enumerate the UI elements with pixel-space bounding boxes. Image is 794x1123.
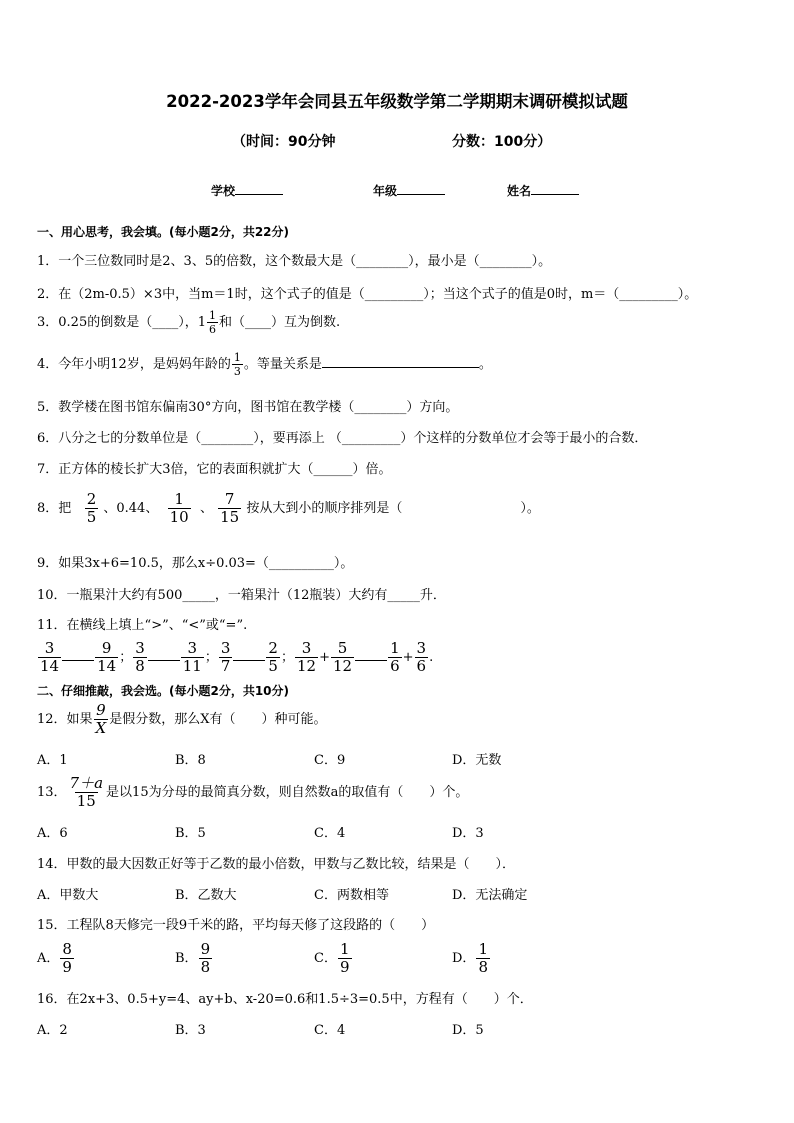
q11-p3-a-num: 3	[220, 639, 231, 657]
q8-f3-num: 7	[224, 490, 235, 508]
q15-option-b[interactable]	[175, 942, 213, 975]
question-8	[37, 492, 540, 525]
q4-text-c: 。	[478, 357, 492, 372]
question-4	[37, 352, 492, 377]
exam-time: （时间：90分钟	[232, 134, 336, 150]
q4-den: 3	[233, 365, 241, 378]
q11-p1-b-num: 9	[101, 639, 112, 657]
q16-option-d[interactable]: D．5	[452, 1023, 484, 1038]
q11-comparisons	[37, 641, 433, 674]
q11-p2-a-den: 8	[135, 657, 145, 675]
q16-option-a[interactable]: A．2	[37, 1023, 68, 1038]
exam-score: 分数：100分）	[452, 134, 552, 150]
q11-p4-a	[295, 641, 318, 674]
section-1-title: 一、用心思考，我会填。(每小题2分，共22分)	[37, 225, 290, 239]
q14-option-c[interactable]: C．两数相等	[314, 888, 389, 903]
q13-option-a[interactable]: A．6	[37, 826, 68, 841]
q11-p2-a	[133, 641, 147, 674]
q11-p4-blank[interactable]	[355, 660, 387, 661]
q12-fraction	[94, 703, 109, 736]
q15-option-c[interactable]	[314, 942, 353, 975]
question-5: 5．教学楼在图书馆东偏南30°方向，图书馆在教学楼（________）方向。	[37, 400, 459, 415]
grade-label: 年级	[373, 184, 398, 198]
name-label: 姓名	[507, 184, 532, 198]
q15-a-den: 9	[62, 958, 72, 976]
section-2-title: 二、仔细推敲，我会选。(每小题2分，共10分)	[37, 684, 290, 698]
q11-p3-a	[219, 641, 233, 674]
q11-p3-b	[266, 641, 280, 674]
q8-f3-den: 15	[220, 508, 240, 526]
q11-sep-3: ；	[280, 650, 294, 665]
q11-p4-a-num: 3	[301, 639, 312, 657]
q16-option-b[interactable]: B．3	[175, 1023, 206, 1038]
q13-den: 15	[76, 792, 96, 810]
q8-mid-2: 、	[199, 501, 213, 516]
q11-p4-b	[331, 641, 354, 674]
q13-option-b[interactable]: B．5	[175, 826, 206, 841]
q4-blank[interactable]	[322, 367, 479, 368]
q11-p2-blank[interactable]	[148, 660, 180, 661]
name-blank[interactable]	[531, 194, 579, 195]
q13-text-b: 是以15为分母的最简真分数，则自然数a的取值有（ ）个。	[106, 785, 469, 800]
q3-num: 1	[209, 309, 216, 322]
q8-mid-1: 、0.44、	[103, 501, 159, 516]
q8-text-a: 8．把	[37, 501, 72, 516]
question-16: 16．在2x+3、0.5+y=4、ay+b、x-20=0.6和1.5÷3=0.5中，方程有（ ）个．	[37, 992, 533, 1007]
q11-p4-b-den: 12	[332, 657, 353, 675]
q15-option-a[interactable]	[37, 942, 75, 975]
q15-b-label: B．	[175, 951, 198, 966]
q8-f2-den: 10	[169, 508, 189, 526]
q8-text-c: ）。	[520, 501, 540, 516]
q11-p1-b-den: 14	[97, 657, 117, 675]
q8-fraction-3	[218, 492, 241, 525]
q13-text-a: 13．	[37, 785, 67, 800]
q11-p4-c	[388, 641, 402, 674]
q15-c-label: C．	[314, 951, 337, 966]
q11-p4-b-num: 5	[337, 639, 348, 657]
question-14: 14．甲数的最大因数正好等于乙数的最小倍数，甲数与乙数比较，结果是（ ）．	[37, 857, 516, 872]
q11-end: .	[429, 650, 434, 665]
q3-text-b: 和（____）互为倒数.	[219, 315, 341, 330]
q3-fraction	[207, 310, 218, 335]
question-7: 7．正方体的棱长扩大3倍，它的表面积就扩大（______）倍。	[37, 462, 392, 477]
q15-d-label: D．	[452, 951, 476, 966]
q13-option-d[interactable]: D．3	[452, 826, 484, 841]
q4-text-a: 4．今年小明12岁，是妈妈年龄的	[37, 357, 231, 372]
q15-b-fraction	[199, 942, 213, 975]
q11-p4-d	[415, 641, 429, 674]
grade-field	[373, 182, 445, 199]
q11-p2-b-den: 11	[182, 657, 202, 675]
question-13	[37, 776, 468, 809]
q16-option-c[interactable]: C．4	[314, 1023, 346, 1038]
q3-text-a: 3．0.25的倒数是（____），	[37, 315, 198, 330]
school-field	[211, 182, 283, 199]
name-field	[507, 182, 579, 199]
q12-option-b[interactable]: B．8	[175, 753, 206, 768]
question-2: 2．在（2m-0.5）×3中，当m＝1时，这个式子的值是（_________）；当这个式子的值是0时，m＝（_________）。	[37, 287, 698, 302]
grade-blank[interactable]	[397, 194, 445, 195]
q15-d-fraction	[476, 942, 490, 975]
q8-f1-den: 5	[86, 508, 97, 526]
q3-mixed-whole: 1	[197, 315, 206, 330]
q11-p4-a-den: 12	[296, 657, 317, 675]
school-label: 学校	[211, 184, 236, 198]
q8-f2-num: 1	[174, 490, 184, 508]
q11-sep-1: ；	[119, 650, 133, 665]
q15-d-den: 8	[478, 958, 488, 976]
question-10: 10．一瓶果汁大约有500_____，一箱果汁（12瓶装）大约有_____升．	[37, 588, 446, 603]
q13-fraction	[68, 776, 106, 809]
q8-text-b: 按从大到小的顺序排列是（	[246, 501, 403, 516]
q15-c-fraction	[338, 942, 352, 975]
q11-plus-2: +	[402, 650, 414, 665]
q4-fraction	[232, 352, 243, 377]
question-9: 9．如果3x+6=10.5，那么x÷0.03=（__________）。	[37, 556, 354, 571]
question-12	[37, 703, 327, 736]
q15-a-num: 8	[62, 940, 72, 958]
question-1: 1．一个三位数同时是2、3、5的倍数，这个数最大是（________），最小是（________）。	[37, 254, 552, 269]
q15-option-d[interactable]	[452, 942, 491, 975]
q8-fraction-2	[168, 492, 191, 525]
q8-fraction-1	[85, 492, 99, 525]
q11-p1-a	[38, 641, 61, 674]
page-title: 2022-2023学年会同县五年级数学第二学期期末调研模拟试题	[166, 92, 628, 111]
q11-p3-a-den: 7	[220, 657, 231, 675]
q11-p3-blank[interactable]	[233, 660, 265, 661]
q15-c-num: 1	[339, 940, 350, 958]
q3-den: 6	[209, 323, 216, 336]
q15-b-den: 8	[200, 958, 211, 976]
q8-f1-num: 2	[86, 490, 97, 508]
q15-b-num: 9	[200, 940, 211, 958]
q11-p2-a-num: 3	[135, 639, 145, 657]
q11-p2-b-num: 3	[187, 639, 198, 657]
q11-p1-blank[interactable]	[62, 660, 94, 661]
q15-a-label: A．	[37, 951, 60, 966]
q11-p1-b	[95, 641, 118, 674]
q14-option-d[interactable]: D．无法确定	[452, 888, 528, 903]
q12-text-a: 12．如果	[37, 712, 93, 727]
question-11: 11．在横线上填上“>”、“<”或“=”.	[37, 618, 248, 633]
q15-d-num: 1	[478, 940, 488, 958]
q11-p2-b	[181, 641, 204, 674]
q11-p3-b-den: 5	[268, 657, 278, 675]
q11-plus-1: +	[319, 650, 330, 665]
q14-option-b[interactable]: B．乙数大	[175, 888, 237, 903]
q11-p4-d-den: 6	[416, 657, 427, 675]
question-3	[37, 310, 340, 335]
q12-text-b: 是假分数，那么X有（ ）种可能。	[109, 712, 327, 727]
q11-p4-c-den: 6	[390, 657, 400, 675]
q13-option-c[interactable]: C．4	[314, 826, 346, 841]
q15-c-den: 9	[339, 958, 350, 976]
q15-a-fraction	[60, 942, 74, 975]
q11-p4-c-num: 1	[390, 639, 400, 657]
q11-p4-d-num: 3	[416, 639, 427, 657]
school-blank[interactable]	[235, 194, 283, 195]
q12-option-d[interactable]: D．无数	[452, 753, 502, 768]
q11-p1-a-num: 3	[44, 639, 55, 657]
q11-p3-b-num: 2	[268, 639, 278, 657]
q12-option-a[interactable]: A．1	[37, 753, 68, 768]
q12-num: 9	[96, 701, 106, 719]
q12-den: X	[95, 719, 107, 737]
question-15: 15．工程队8天修完一段9千米的路，平均每天修了这段路的（ ）	[37, 918, 435, 933]
q4-num: 1	[233, 351, 241, 364]
q12-option-c[interactable]: C．9	[314, 753, 346, 768]
q13-num: 7＋a	[69, 774, 104, 792]
q14-option-a[interactable]: A．甲数大	[37, 888, 99, 903]
question-6: 6．八分之七的分数单位是（________），要再添上 （_________）个这样的分数单位才会等于最小的合数．	[37, 431, 648, 446]
q4-text-b: 。等量关系是	[243, 357, 322, 372]
q11-p1-a-den: 14	[40, 657, 60, 675]
q11-sep-2: ；	[204, 650, 218, 665]
